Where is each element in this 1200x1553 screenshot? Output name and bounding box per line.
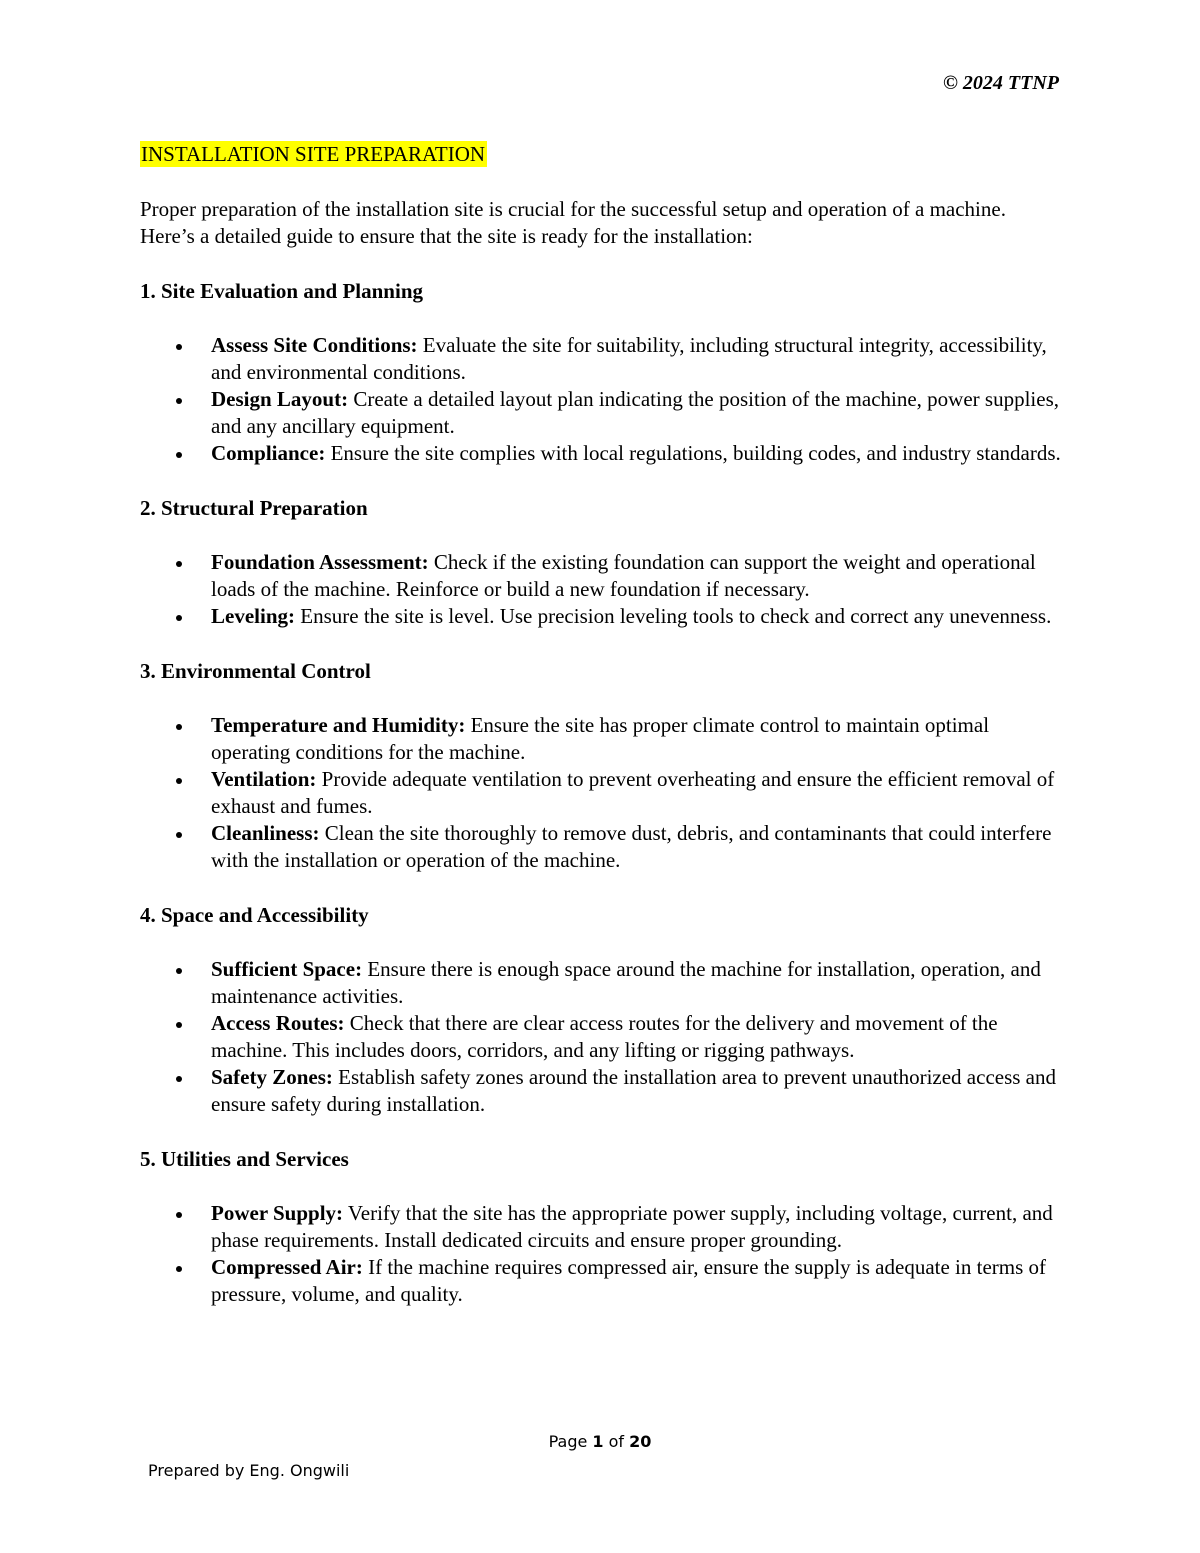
item-term: Design Layout: xyxy=(211,387,349,411)
item-text: Check that there are clear access routes for the delivery and movement of the machine. This includes doors, corridors, and any lifting or rigging pathways. xyxy=(211,1011,998,1062)
bullet-icon xyxy=(176,1022,182,1028)
item-text: Ensure the site complies with local regulations, building codes, and industry standards. xyxy=(325,441,1061,465)
item-text: Establish safety zones around the installation area to prevent unauthorized access and ensure safety during installation. xyxy=(211,1065,1056,1116)
bullet-icon xyxy=(176,968,182,974)
item-text: Ensure there is enough space around the machine for installation, operation, and maintenance activities. xyxy=(211,957,1041,1008)
title-block xyxy=(140,140,487,168)
section-heading: 4. Space and Accessibility xyxy=(140,903,369,927)
section-1 xyxy=(140,278,1065,467)
item-text: Check if the existing foundation can support the weight and operational loads of the machine. Reinforce or build a new foundation if necessary. xyxy=(211,550,1036,601)
list-item xyxy=(140,603,1065,630)
item-term: Foundation Assessment: xyxy=(211,550,429,574)
author-footer: Prepared by Eng. Ongwili xyxy=(148,1461,350,1480)
item-term: Assess Site Conditions: xyxy=(211,333,418,357)
item-term: Temperature and Humidity: xyxy=(211,713,466,737)
item-term: Leveling: xyxy=(211,604,295,628)
item-text: Evaluate the site for suitability, including structural integrity, accessibility, and environmental conditions. xyxy=(211,333,1047,384)
bullet-icon xyxy=(176,398,182,404)
section-3 xyxy=(140,658,1065,874)
list-item xyxy=(140,712,1065,766)
list-item xyxy=(140,820,1065,874)
list-item xyxy=(140,1200,1065,1254)
bullet-list xyxy=(140,332,1065,467)
bullet-icon xyxy=(176,615,182,621)
bullet-list xyxy=(140,956,1065,1118)
bullet-icon xyxy=(176,1266,182,1272)
section-5 xyxy=(140,1146,1065,1308)
item-term: Compliance: xyxy=(211,441,326,465)
page-of: of xyxy=(603,1432,630,1451)
document-body xyxy=(140,196,1065,1308)
item-term: Cleanliness: xyxy=(211,821,320,845)
item-term: Ventilation: xyxy=(211,767,317,791)
bullet-list xyxy=(140,549,1065,630)
item-text: Provide adequate ventilation to prevent overheating and ensure the efficient removal of exhaust and fumes. xyxy=(211,767,1055,818)
list-item xyxy=(140,549,1065,603)
document-title: INSTALLATION SITE PREPARATION xyxy=(141,142,486,166)
copyright-header: © 2024 TTNP xyxy=(942,72,1059,94)
section-heading: 5. Utilities and Services xyxy=(140,1147,349,1171)
page-number xyxy=(0,1432,1200,1451)
bullet-icon xyxy=(176,561,182,567)
item-text: Ensure the site has proper climate control to maintain optimal operating conditions for the machine. xyxy=(211,713,990,764)
item-text: If the machine requires compressed air, ensure the supply is adequate in terms of pressure, volume, and quality. xyxy=(211,1255,1047,1306)
section-4 xyxy=(140,902,1065,1118)
section-heading: 2. Structural Preparation xyxy=(140,496,368,520)
item-term: Safety Zones: xyxy=(211,1065,333,1089)
page-prefix: Page xyxy=(548,1432,593,1451)
list-item xyxy=(140,956,1065,1010)
bullet-icon xyxy=(176,344,182,350)
list-item xyxy=(140,332,1065,386)
bullet-list xyxy=(140,712,1065,874)
page-total: 20 xyxy=(629,1432,652,1451)
bullet-icon xyxy=(176,724,182,730)
section-heading: 3. Environmental Control xyxy=(140,659,371,683)
list-item xyxy=(140,1064,1065,1118)
section-heading: 1. Site Evaluation and Planning xyxy=(140,279,423,303)
list-item xyxy=(140,386,1065,440)
item-term: Sufficient Space: xyxy=(211,957,363,981)
intro-paragraph: Proper preparation of the installation site is crucial for the successful setup and operation of a machine. Here’s a detailed guide to ensure that the site is ready for the installation: xyxy=(140,197,1006,248)
list-item xyxy=(140,1254,1065,1308)
bullet-icon xyxy=(176,1212,182,1218)
page-current: 1 xyxy=(592,1432,604,1451)
section-2 xyxy=(140,495,1065,630)
item-text: Ensure the site is level. Use precision leveling tools to check and correct any unevenness. xyxy=(295,604,1052,628)
item-text: Verify that the site has the appropriate power supply, including voltage, current, and phase requirements. Install dedicated circuits and ensure proper grounding. xyxy=(211,1201,1053,1252)
bullet-list xyxy=(140,1200,1065,1308)
item-term: Access Routes: xyxy=(211,1011,345,1035)
item-term: Compressed Air: xyxy=(211,1255,363,1279)
bullet-icon xyxy=(176,832,182,838)
list-item xyxy=(140,766,1065,820)
list-item xyxy=(140,440,1065,467)
item-term: Power Supply: xyxy=(211,1201,344,1225)
item-text: Create a detailed layout plan indicating the position of the machine, power supplies, and any ancillary equipment. xyxy=(211,387,1059,438)
bullet-icon xyxy=(176,452,182,458)
bullet-icon xyxy=(176,778,182,784)
list-item xyxy=(140,1010,1065,1064)
bullet-icon xyxy=(176,1076,182,1082)
item-text: Clean the site thoroughly to remove dust, debris, and contaminants that could interfere with the installation or operation of the machine. xyxy=(211,821,1052,872)
